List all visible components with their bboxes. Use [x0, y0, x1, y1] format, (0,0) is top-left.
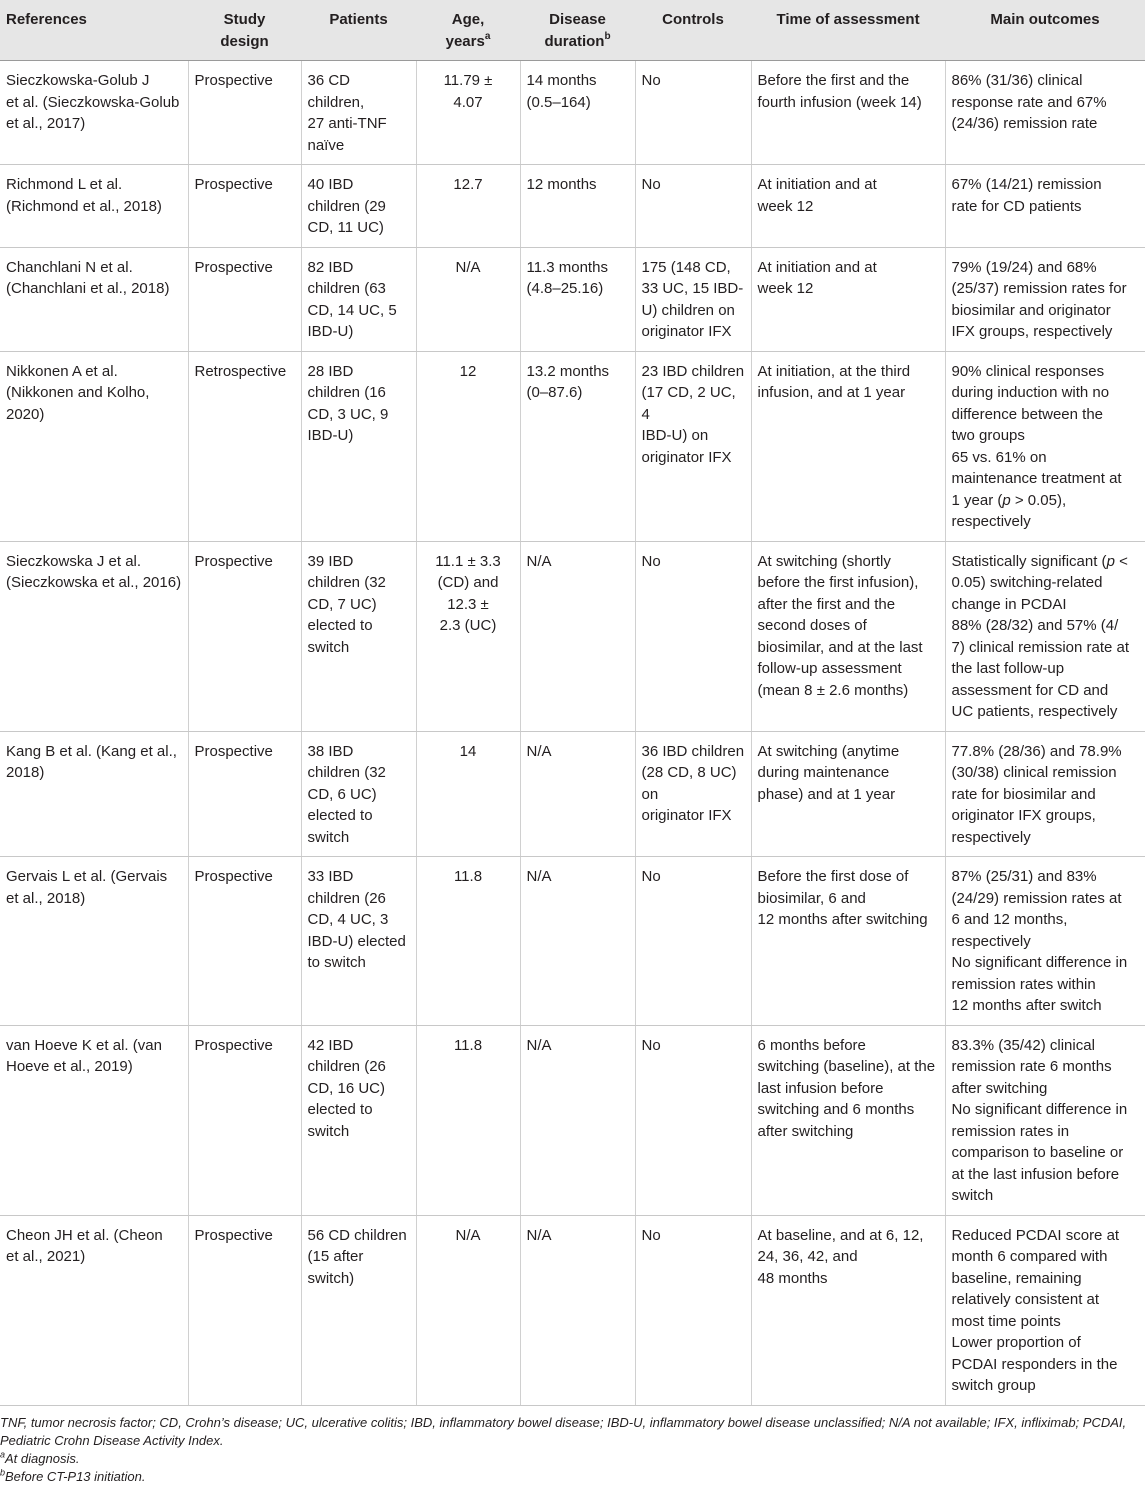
cell-design: Prospective [188, 541, 301, 731]
cell-duration: N/A [520, 857, 635, 1026]
cell-duration: N/A [520, 731, 635, 857]
cell-controls: No [635, 541, 751, 731]
table-row [0, 541, 1145, 731]
cell-age: N/A [416, 247, 520, 351]
cell-duration: 13.2 months (0–87.6) [520, 351, 635, 541]
cell-duration: N/A [520, 1025, 635, 1215]
cell-patients: 42 IBD children (26 CD, 16 UC) elected to switch [301, 1025, 416, 1215]
cell-time: At switching (anytime during maintenance phase) and at 1 year [751, 731, 945, 857]
cell-patients: 33 IBD children (26 CD, 4 UC, 3 IBD-U) elected to switch [301, 857, 416, 1026]
cell-patients: 38 IBD children (32 CD, 6 UC) elected to switch [301, 731, 416, 857]
cell-age: N/A [416, 1215, 520, 1405]
cell-reference: Sieczkowska-Golub J et al. (Sieczkowska-Golub et al., 2017) [0, 61, 188, 165]
cell-age: 11.8 [416, 1025, 520, 1215]
cell-patients: 40 IBD children (29 CD, 11 UC) [301, 165, 416, 248]
cell-controls: No [635, 857, 751, 1026]
cell-reference: van Hoeve K et al. (van Hoeve et al., 2019) [0, 1025, 188, 1215]
cell-reference: Chanchlani N et al. (Chanchlani et al., 2018) [0, 247, 188, 351]
cell-age: 12.7 [416, 165, 520, 248]
cell-age: 14 [416, 731, 520, 857]
cell-controls: No [635, 1025, 751, 1215]
table-footnotes [0, 1406, 1145, 1486]
cell-duration: N/A [520, 1215, 635, 1405]
cell-reference: Richmond L et al. (Richmond et al., 2018) [0, 165, 188, 248]
header-age: Age, years$^a$ [416, 0, 520, 61]
cell-duration: 11.3 months (4.8–25.16) [520, 247, 635, 351]
cell-time: At switching (shortly before the first infusion), after the first and the second doses of biosimilar, and at the last follow-up assessment (mean 8 ± 2.6 months) [751, 541, 945, 731]
cell-age: 11.8 [416, 857, 520, 1026]
cell-outcomes: Reduced PCDAI score at month 6 compared with baseline, remaining relatively consistent at most time points Lower proportion of PCDAI responders in the switch group [945, 1215, 1145, 1405]
cell-controls: 175 (148 CD, 33 UC, 15 IBD- U) children on originator IFX [635, 247, 751, 351]
table-row [0, 165, 1145, 248]
table-row [0, 351, 1145, 541]
cell-outcomes: 79% (19/24) and 68% (25/37) remission rates for biosimilar and originator IFX groups, respectively [945, 247, 1145, 351]
cell-reference: Gervais L et al. (Gervais et al., 2018) [0, 857, 188, 1026]
cell-controls: 23 IBD children (17 CD, 2 UC, 4 IBD-U) on originator IFX [635, 351, 751, 541]
cell-design: Prospective [188, 165, 301, 248]
cell-patients: 56 CD children (15 after switch) [301, 1215, 416, 1405]
cell-time: 6 months before switching (baseline), at the last infusion before switching and 6 months after switching [751, 1025, 945, 1215]
table-row [0, 1215, 1145, 1405]
cell-age: 11.1 ± 3.3 (CD) and 12.3 ± 2.3 (UC) [416, 541, 520, 731]
cell-time: At baseline, and at 6, 12, 24, 36, 42, and 48 months [751, 1215, 945, 1405]
table-row [0, 731, 1145, 857]
header-controls: Controls [635, 0, 751, 61]
cell-duration: 12 months [520, 165, 635, 248]
table-row [0, 61, 1145, 165]
header-patients: Patients [301, 0, 416, 61]
cell-reference: Cheon JH et al. (Cheon et al., 2021) [0, 1215, 188, 1405]
cell-patients: 82 IBD children (63 CD, 14 UC, 5 IBD-U) [301, 247, 416, 351]
cell-outcomes: 86% (31/36) clinical response rate and 67% (24/36) remission rate [945, 61, 1145, 165]
cell-controls: No [635, 165, 751, 248]
cell-age: 12 [416, 351, 520, 541]
cell-duration: N/A [520, 541, 635, 731]
cell-outcomes: 87% (25/31) and 83% (24/29) remission rates at 6 and 12 months, respectively No significant difference in remission rates within 12 months after switch [945, 857, 1145, 1026]
footnote-b: $^b$Before CT-P13 initiation. [0, 1467, 146, 1484]
cell-design: Prospective [188, 1025, 301, 1215]
cell-duration: 14 months (0.5–164) [520, 61, 635, 165]
cell-controls: No [635, 1215, 751, 1405]
cell-design: Prospective [188, 247, 301, 351]
cell-patients: 36 CD children, 27 anti-TNF naïve [301, 61, 416, 165]
cell-patients: 39 IBD children (32 CD, 7 UC) elected to switch [301, 541, 416, 731]
cell-outcomes: Statistically significant (p < 0.05) switching-related change in PCDAI 88% (28/32) and 57% (4/ 7) clinical remission rate at the last follow-up assessment for CD and UC patients, respectively [945, 541, 1145, 731]
cell-age: 11.79 ± 4.07 [416, 61, 520, 165]
table-row [0, 857, 1145, 1026]
cell-time: At initiation, at the third infusion, and at 1 year [751, 351, 945, 541]
footnote-a: $^a$At diagnosis. [0, 1449, 80, 1466]
cell-reference: Kang B et al. (Kang et al., 2018) [0, 731, 188, 857]
table-row [0, 247, 1145, 351]
cell-time: Before the first dose of biosimilar, 6 and 12 months after switching [751, 857, 945, 1026]
cell-time: Before the first and the fourth infusion (week 14) [751, 61, 945, 165]
cell-time: At initiation and at week 12 [751, 165, 945, 248]
footnote-abbreviations: TNF, tumor necrosis factor; CD, Crohn’s disease; UC, ulcerative colitis; IBD, inflammatory bowel disease; IBD-U, inflammatory bowel disease unclassified; N/A not available; IFX, infliximab; PCDAI, Pediatric Crohn Disease Activity Index. [0, 1414, 1127, 1448]
table-row [0, 1025, 1145, 1215]
cell-reference: Sieczkowska J et al. (Sieczkowska et al., 2016) [0, 541, 188, 731]
header-time-of-assessment: Time of assessment [751, 0, 945, 61]
header-study-design: Study design [188, 0, 301, 61]
cell-design: Prospective [188, 857, 301, 1026]
cell-reference: Nikkonen A et al. (Nikkonen and Kolho, 2020) [0, 351, 188, 541]
header-row [0, 0, 1145, 61]
cell-outcomes: 83.3% (35/42) clinical remission rate 6 months after switching No significant difference in remission rates in comparison to baseline or at the last infusion before switch [945, 1025, 1145, 1215]
cell-design: Prospective [188, 731, 301, 857]
header-disease-duration: Disease duration$^b$ [520, 0, 635, 61]
cell-design: Prospective [188, 61, 301, 165]
header-main-outcomes: Main outcomes [945, 0, 1145, 61]
cell-design: Retrospective [188, 351, 301, 541]
header-references: References [0, 0, 188, 61]
cell-outcomes: 90% clinical responses during induction with no difference between the two groups 65 vs. 61% on maintenance treatment at 1 year (p > 0.05), respectively [945, 351, 1145, 541]
cell-controls: No [635, 61, 751, 165]
cell-design: Prospective [188, 1215, 301, 1405]
cell-patients: 28 IBD children (16 CD, 3 UC, 9 IBD-U) [301, 351, 416, 541]
cell-outcomes: 77.8% (28/36) and 78.9% (30/38) clinical remission rate for biosimilar and originator IFX groups, respectively [945, 731, 1145, 857]
cell-outcomes: 67% (14/21) remission rate for CD patients [945, 165, 1145, 248]
cell-time: At initiation and at week 12 [751, 247, 945, 351]
cell-controls: 36 IBD children (28 CD, 8 UC) on originator IFX [635, 731, 751, 857]
